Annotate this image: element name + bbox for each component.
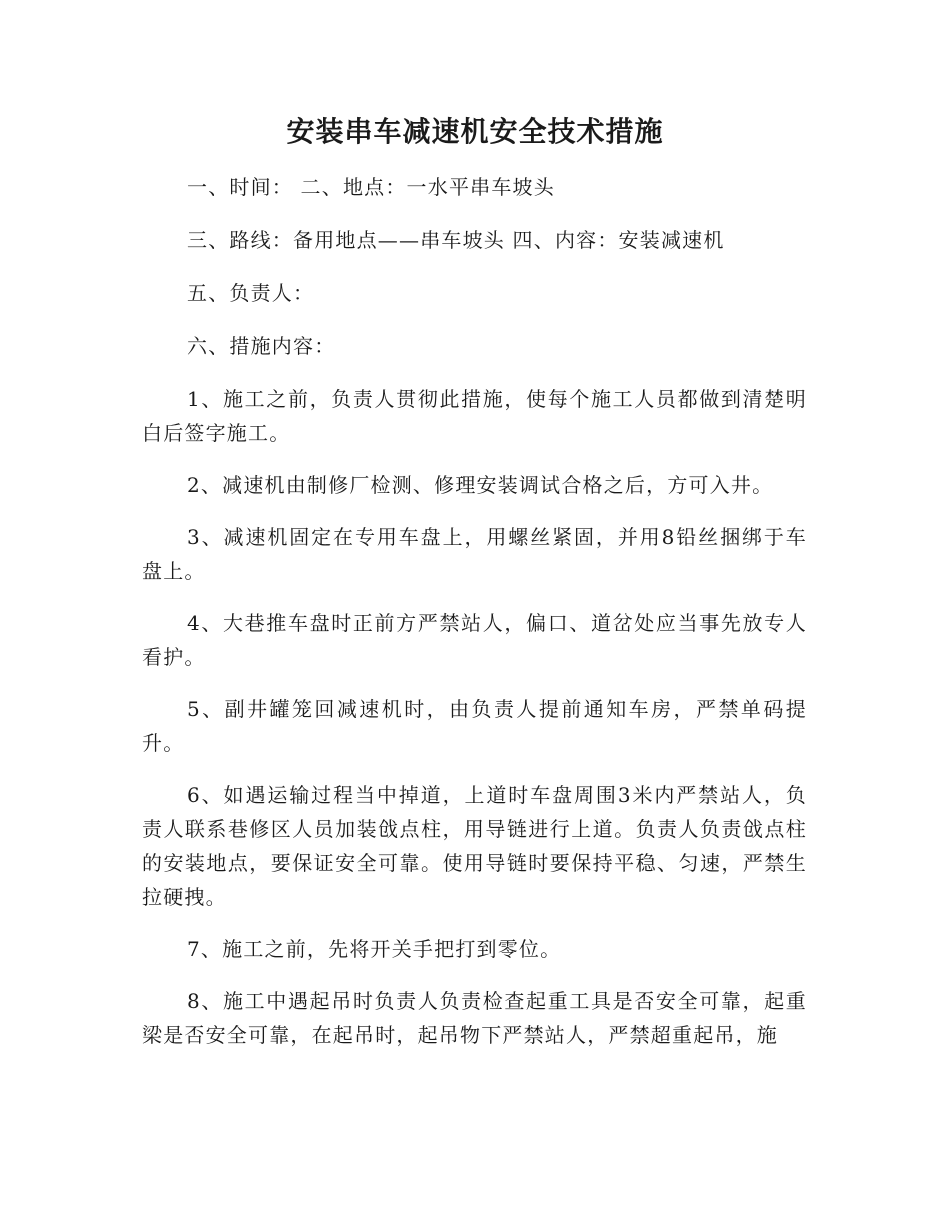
measure-item-1: 1、施工之前，负责人贯彻此措施，使每个施工人员都做到清楚明白后签字施工。 bbox=[142, 387, 807, 445]
measure-item-4: 4、大巷推车盘时正前方严禁站人，偏口、道岔处应当事先放专人看护。 bbox=[142, 611, 807, 669]
measure-item-7: 7、施工之前，先将开关手把打到零位。 bbox=[187, 937, 562, 961]
responsible-person-line: 五、负责人： bbox=[187, 281, 315, 305]
measure-item-5: 5、副井罐笼回减速机时，由负责人提前通知车房，严禁单码提升。 bbox=[142, 697, 807, 755]
measure-item-8: 8、施工中遇起吊时负责人负责检查起重工具是否安全可靠，起重梁是否安全可靠，在起吊时，起吊物下严禁站人，严禁超重起吊，施 bbox=[142, 989, 807, 1047]
document-body bbox=[142, 170, 807, 1070]
measure-item-6: 6、如遇运输过程当中掉道，上道时车盘周围3米内严禁站人，负责人联系巷修区人员加装戗点柱，用导链进行上道。负责人负责戗点柱的安装地点，要保证安全可靠。使用导链时要保持平稳、匀速，严禁生拉硬拽。 bbox=[142, 783, 807, 909]
route-content-line: 三、路线：备用地点——串车坡头 四、内容：安装减速机 bbox=[187, 228, 725, 252]
document-title: 安装串车减速机安全技术措施 bbox=[286, 115, 664, 148]
measures-heading: 六、措施内容： bbox=[187, 334, 336, 358]
time-location-line: 一、时间： 二、地点：一水平串车坡头 bbox=[187, 175, 555, 199]
measure-item-2: 2、减速机由制修厂检测、修理安装调试合格之后，方可入井。 bbox=[187, 473, 774, 497]
measure-item-3: 3、减速机固定在专用车盘上，用螺丝紧固，并用8铅丝捆绑于车盘上。 bbox=[142, 525, 807, 583]
